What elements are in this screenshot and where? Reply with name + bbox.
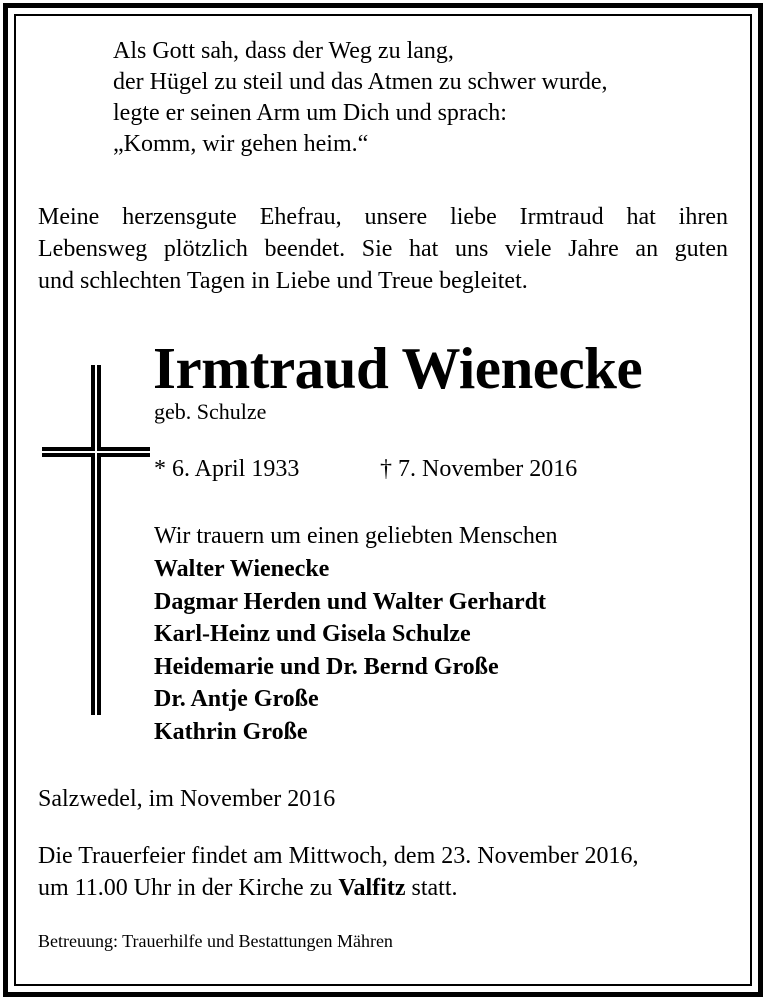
service-church-place: Valfitz [338, 875, 406, 901]
deceased-name: Irmtraud Wienecke [153, 335, 643, 401]
mourner-name: Karl-Heinz und Gisela Schulze [154, 621, 471, 647]
birth-date: * 6. April 1933 [154, 456, 300, 482]
poem-line: Als Gott sah, dass der Weg zu lang, [113, 38, 454, 64]
mourner-name: Walter Wienecke [154, 556, 330, 582]
service-line-2 [38, 872, 639, 904]
maiden-name: geb. Schulze [154, 399, 267, 424]
intro-line: und schlechten Tagen in Liebe und Treue begleitet. [38, 268, 528, 294]
mourner-name: Kathrin Große [154, 718, 308, 745]
intro-line: Meine herzensgute Ehefrau, unsere liebe Irmtraud hat ihren [38, 204, 728, 230]
poem-line: „Komm, wir gehen heim.“ [113, 131, 369, 157]
service-end-text: statt. [405, 875, 458, 901]
poem-line: der Hügel zu steil und das Atmen zu schwer wurde, [113, 69, 608, 95]
service-time-text: um 11.00 Uhr in der Kirche zu [38, 875, 339, 901]
mourner-name: Heidemarie und Dr. Bernd Große [154, 653, 499, 680]
mourner-name: Dagmar Herden und Walter Gerhardt [154, 588, 546, 615]
mourners-heading: Wir trauern um einen geliebten Menschen [154, 523, 558, 549]
death-date: † 7. November 2016 [380, 456, 578, 482]
poem [113, 36, 608, 160]
funeral-service-notice [38, 840, 639, 904]
service-line-1: Die Trauerfeier findet am Mittwoch, dem 23. November 2016, [38, 843, 639, 869]
mourner-name: Dr. Antje Große [154, 686, 319, 712]
life-dates [154, 453, 578, 485]
mourners-list [154, 553, 546, 748]
place-date: Salzwedel, im November 2016 [38, 786, 336, 812]
intro-paragraph [38, 201, 728, 297]
undertaker-credit: Betreuung: Trauerhilfe und Bestattungen Mähren [38, 931, 393, 951]
poem-line: legte er seinen Arm um Dich und sprach: [113, 100, 507, 126]
cross-icon [42, 365, 150, 715]
intro-line: Lebensweg plötzlich beendet. Sie hat uns viele Jahre an guten [38, 236, 728, 262]
